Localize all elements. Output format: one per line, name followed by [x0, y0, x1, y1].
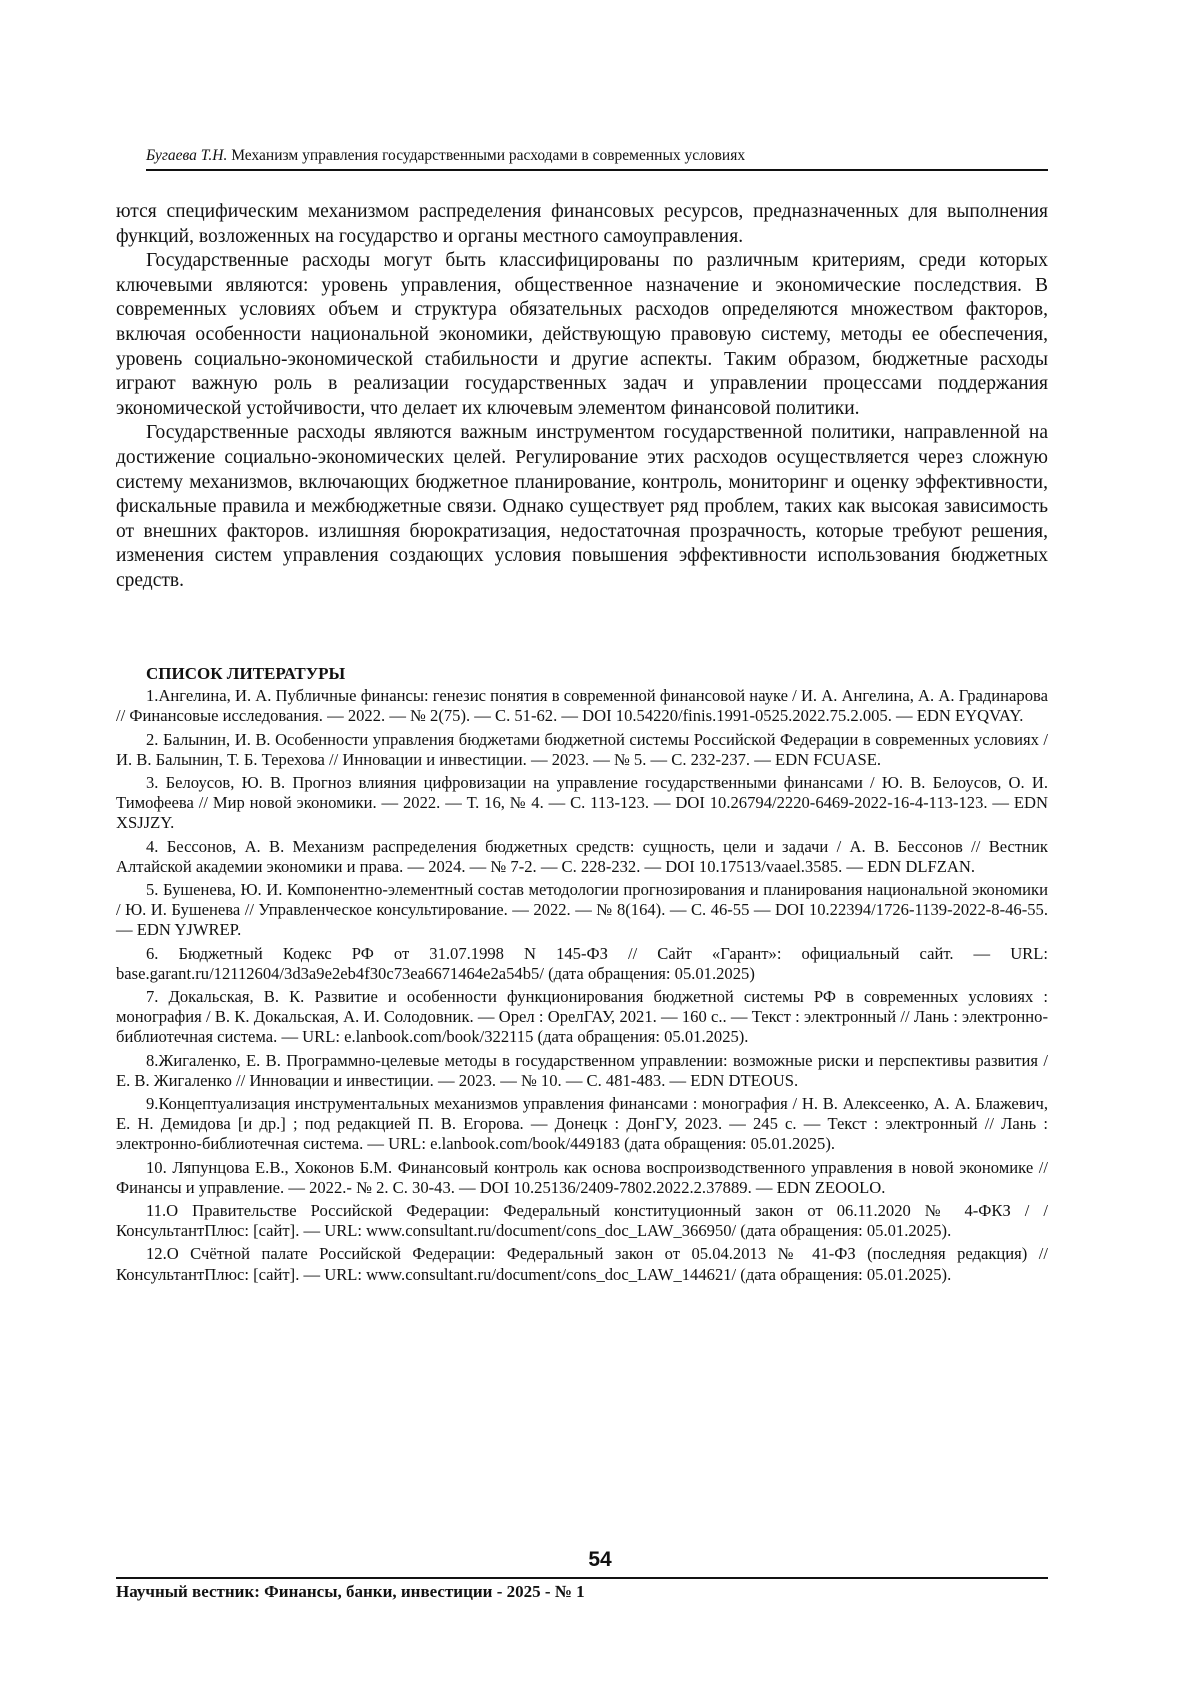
reference-item: 7. Докальская, В. К. Развитие и особенности функционирования бюджетной системы РФ в современных условиях : монография / В. К. Докальская, А. И. Солодовник. — Орел : ОрелГАУ, 2021. — 160 с.. — Текст : электронный // Лань : электронно-библиотечная система. — URL: e.lanbook.com/book/322115 (дата обращения: 05.01.2025). [116, 987, 1048, 1047]
reference-item: 12.О Счётной палате Российской Федерации: Федеральный закон от 05.04.2013 № 41-ФЗ (последняя редакция) // КонсультантПлюс: [сайт]. — URL: www.consultant.ru/document/cons_doc_LAW_144621/ (дата обращения: 05.01.2025). [116, 1244, 1048, 1284]
running-footer: Научный вестник: Финансы, банки, инвестиции - 2025 - № 1 [116, 1577, 1048, 1602]
references-heading: СПИСОК ЛИТЕРАТУРЫ [146, 664, 346, 683]
page-number: 54 [588, 1548, 612, 1571]
body-paragraph: ются специфическим механизмом распределения финансовых ресурсов, предназначенных для выполнения функций, возложенных на государство и органы местного самоуправления. [116, 201, 1048, 247]
article-body [116, 200, 1048, 594]
reference-item: 2. Балынин, И. В. Особенности управления бюджетами бюджетной системы Российской Федерации в современных условиях / И. В. Балынин, Т. Б. Терехова // Инновации и инвестиции. — 2023. — № 5. — С. 232-237. — EDN FCUASE. [116, 729, 1048, 769]
body-paragraph: Государственные расходы являются важным инструментом государственной политики, направленной на достижение социально-экономических целей. Регулирование этих расходов осуществляется через сложную систему механизмов, включающих бюджетное планирование, контроль, мониторинг и оценку эффективности, фискальные правила и межбюджетные связи. Однако существует ряд проблем, таких как высокая зависимость от внешних факторов. излишняя бюрократизация, недостаточная прозрачность, которые требуют решения, изменения систем управления создающих условия повышения эффективности использования бюджетных средств. [116, 422, 1048, 591]
body-paragraph: Государственные расходы могут быть классифицированы по различным критериям, среди которых ключевыми являются: уровень управления, общественное назначение и экономические последствия. В современных условиях объем и структура обязательных расходов определяются множеством факторов, включая особенности национальной экономики, действующую правовую систему, методы ее обеспечения, уровень социально-экономической стабильности и другие аспекты. Таким образом, бюджетные расходы играют важную роль в реализации государственных задач и управлении процессами поддержания экономической устойчивости, что делает их ключевым элементом финансовой политики. [116, 250, 1048, 419]
references-section [116, 664, 1048, 1288]
running-header [146, 146, 1048, 171]
header-title: Механизм управления государственными расходами в современных условиях [231, 147, 746, 164]
reference-item: 9.Концептуализация инструментальных механизмов управления финансами : монография / Н. В. Алексеенко, А. А. Блажевич, Е. Н. Демидова [и др.] ; под редакцией П. В. Егорова. — Донецк : ДонГУ, 2023. — 245 с. — Текст : электронный // Лань : электронно-библиотечная система. — URL: e.lanbook.com/book/449183 (дата обращения: 05.01.2025). [116, 1094, 1048, 1154]
reference-item: 8.Жигаленко, Е. В. Программно-целевые методы в государственном управлении: возможные риски и перспективы развития / Е. В. Жигаленко // Инновации и инвестиции. — 2023. — № 10. — С. 481-483. — EDN DTEOUS. [116, 1050, 1048, 1090]
reference-item: 5. Бушенева, Ю. И. Компонентно-элементный состав методологии прогнозирования и планирования национальной экономики / Ю. И. Бушенева // Управленческое консультирование. — 2022. — № 8(164). — С. 46-55 — DOI 10.22394/1726-1139-2022-8-46-55. — EDN YJWREP. [116, 880, 1048, 940]
references-list [116, 686, 1048, 1285]
reference-item: 10. Ляпунцова Е.В., Хоконов Б.М. Финансовый контроль как основа воспроизводственного управления в новой экономике // Финансы и управление. — 2022.- № 2. С. 30-43. — DOI 10.25136/2409-7802.2022.2.37889. — EDN ZEOOLO. [116, 1157, 1048, 1197]
header-author: Бугаева Т.Н. [146, 147, 228, 164]
reference-item: 11.О Правительстве Российской Федерации: Федеральный конституционный закон от 06.11.2020 № 4-ФКЗ / / КонсультантПлюс: [сайт]. — URL: www.consultant.ru/document/cons_doc_LAW_366950/ (дата обращения: 05.01.2025). [116, 1201, 1048, 1241]
reference-item: 6. Бюджетный Кодекс РФ от 31.07.1998 N 145-ФЗ // Сайт «Гарант»: официальный сайт. — URL: base.garant.ru/12112604/3d3a9e2eb4f30c73ea6671464e2a54b5/ (дата обращения: 05.01.2025) [116, 943, 1048, 983]
reference-item: 3. Белоусов, Ю. В. Прогноз влияния цифровизации на управление государственными финансами / Ю. В. Белоусов, О. И. Тимофеева // Мир новой экономики. — 2022. — Т. 16, № 4. — С. 113-123. — DOI 10.26794/2220-6469-2022-16-4-113-123. — EDN XSJJZY. [116, 773, 1048, 833]
reference-item: 4. Бессонов, А. В. Механизм распределения бюджетных средств: сущность, цели и задачи / А. В. Бессонов // Вестник Алтайской академии экономики и права. — 2024. — № 7-2. — С. 228-232. — DOI 10.17513/vaael.3585. — EDN DLFZAN. [116, 836, 1048, 876]
reference-item: 1.Ангелина, И. А. Публичные финансы: генезис понятия в современной финансовой науке / И. А. Ангелина, А. А. Градинарова // Финансовые исследования. — 2022. — № 2(75). — С. 51-62. — DOI 10.54220/finis.1991-0525.2022.75.2.005. — EDN EYQVAY. [116, 686, 1048, 726]
